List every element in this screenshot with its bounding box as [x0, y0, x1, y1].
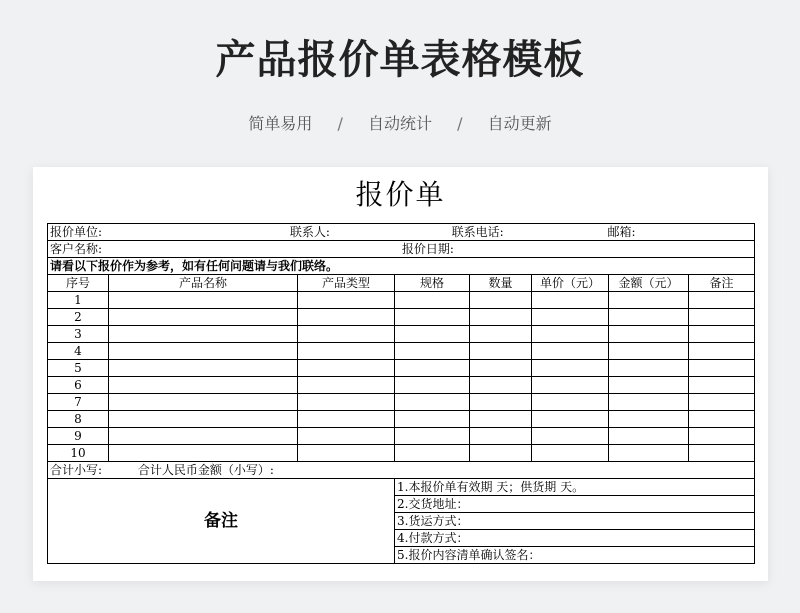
- col-quantity: 数量: [470, 275, 532, 292]
- cell[interactable]: [298, 326, 395, 343]
- table-row: [48, 411, 755, 428]
- form-title: 报价单: [355, 178, 446, 211]
- cell[interactable]: [395, 343, 470, 360]
- phone-label: 联系电话:: [451, 224, 504, 239]
- tag-auto-update: 自动更新: [487, 114, 552, 133]
- cell[interactable]: [609, 309, 689, 326]
- cell[interactable]: [470, 326, 532, 343]
- cell[interactable]: [689, 326, 755, 343]
- cell[interactable]: [395, 394, 470, 411]
- cell[interactable]: [609, 292, 689, 309]
- table-row: [48, 394, 755, 411]
- cell[interactable]: [689, 377, 755, 394]
- cell[interactable]: [109, 360, 298, 377]
- cell[interactable]: [689, 394, 755, 411]
- tag-easy: 简单易用: [248, 114, 313, 133]
- notice-row: [48, 258, 755, 275]
- total-row: [48, 462, 755, 479]
- col-product-name: 产品名称: [109, 275, 298, 292]
- table-row: [48, 360, 755, 377]
- info-row-2: [48, 241, 755, 258]
- cell[interactable]: [532, 309, 609, 326]
- cell[interactable]: [689, 360, 755, 377]
- cell[interactable]: [298, 292, 395, 309]
- note-item: 3.货运方式：: [395, 513, 755, 530]
- rmb-total-label: 合计人民币金额（小写）:: [137, 462, 274, 477]
- table-row: [48, 292, 755, 309]
- customer-label: 客户名称:: [50, 241, 103, 256]
- cell[interactable]: [609, 326, 689, 343]
- col-unit-price: 单价（元）: [532, 275, 609, 292]
- cell[interactable]: [532, 394, 609, 411]
- cell[interactable]: [609, 394, 689, 411]
- col-product-type: 产品类型: [298, 275, 395, 292]
- cell[interactable]: [298, 445, 395, 462]
- cell[interactable]: [298, 411, 395, 428]
- cell[interactable]: [470, 445, 532, 462]
- table-row: [48, 377, 755, 394]
- cell[interactable]: [532, 292, 609, 309]
- table-row: [48, 309, 755, 326]
- notice-text: 请看以下报价作为参考，如有任何问题请与我们联络。: [48, 258, 755, 275]
- cell[interactable]: [532, 377, 609, 394]
- quote-date-label: 报价日期:: [401, 241, 454, 256]
- cell[interactable]: [689, 343, 755, 360]
- cell[interactable]: [689, 292, 755, 309]
- cell[interactable]: [109, 343, 298, 360]
- row-index: 6: [48, 377, 109, 394]
- cell[interactable]: [470, 292, 532, 309]
- cell[interactable]: [609, 343, 689, 360]
- cell[interactable]: [609, 360, 689, 377]
- row-index: 10: [48, 445, 109, 462]
- feature-tags: [0, 112, 800, 136]
- cell[interactable]: [532, 360, 609, 377]
- contact-label: 联系人:: [289, 224, 330, 239]
- cell[interactable]: [109, 377, 298, 394]
- table-row: [48, 343, 755, 360]
- cell[interactable]: [470, 360, 532, 377]
- cell[interactable]: [395, 309, 470, 326]
- cell[interactable]: [395, 411, 470, 428]
- cell[interactable]: [109, 394, 298, 411]
- row-index: 4: [48, 343, 109, 360]
- tag-auto-stats: 自动统计: [367, 114, 432, 133]
- cell[interactable]: [395, 445, 470, 462]
- cell[interactable]: [609, 428, 689, 445]
- row-index: 5: [48, 360, 109, 377]
- col-amount: 金额（元）: [609, 275, 689, 292]
- tag-separator: /: [457, 114, 463, 133]
- cell[interactable]: [395, 292, 470, 309]
- email-label: 邮箱:: [607, 224, 636, 239]
- cell[interactable]: [470, 428, 532, 445]
- cell[interactable]: [298, 343, 395, 360]
- cell[interactable]: [395, 377, 470, 394]
- cell[interactable]: [298, 394, 395, 411]
- notes-row: [48, 479, 755, 496]
- note-item: 5.报价内容清单确认签名：: [395, 547, 755, 564]
- cell[interactable]: [395, 428, 470, 445]
- cell[interactable]: [470, 343, 532, 360]
- cell[interactable]: [532, 326, 609, 343]
- cell[interactable]: [689, 445, 755, 462]
- cell[interactable]: [109, 411, 298, 428]
- note-item: 1.本报价单有效期 天；供货期 天。: [395, 479, 755, 496]
- cell[interactable]: [609, 377, 689, 394]
- cell[interactable]: [470, 394, 532, 411]
- cell[interactable]: [689, 309, 755, 326]
- note-item: 4.付款方式：: [395, 530, 755, 547]
- notes-label: 备注: [48, 479, 395, 564]
- cell[interactable]: [109, 292, 298, 309]
- cell[interactable]: [470, 309, 532, 326]
- subtotal-label: 合计小写:: [50, 462, 103, 477]
- cell[interactable]: [109, 445, 298, 462]
- cell[interactable]: [532, 445, 609, 462]
- row-index: 7: [48, 394, 109, 411]
- cell[interactable]: [298, 360, 395, 377]
- cell[interactable]: [470, 411, 532, 428]
- cell[interactable]: [609, 411, 689, 428]
- cell[interactable]: [689, 428, 755, 445]
- table-row: [48, 326, 755, 343]
- col-index: 序号: [48, 275, 109, 292]
- cell[interactable]: [395, 360, 470, 377]
- quote-sheet: [33, 167, 768, 581]
- column-header-row: [48, 275, 755, 292]
- cell[interactable]: [298, 428, 395, 445]
- col-spec: 规格: [395, 275, 470, 292]
- row-index: 8: [48, 411, 109, 428]
- cell[interactable]: [298, 309, 395, 326]
- cell[interactable]: [609, 445, 689, 462]
- cell[interactable]: [532, 428, 609, 445]
- quote-table: [47, 223, 755, 564]
- page-title: 产品报价单表格模板: [215, 37, 585, 83]
- row-index: 9: [48, 428, 109, 445]
- col-remark: 备注: [689, 275, 755, 292]
- cell[interactable]: [109, 326, 298, 343]
- note-item: 2.交货地址：: [395, 496, 755, 513]
- tag-separator: /: [337, 114, 343, 133]
- table-row: [48, 445, 755, 462]
- cell[interactable]: [109, 428, 298, 445]
- info-row-1: [48, 224, 755, 241]
- cell[interactable]: [109, 309, 298, 326]
- row-index: 2: [48, 309, 109, 326]
- row-index: 1: [48, 292, 109, 309]
- cell[interactable]: [689, 411, 755, 428]
- cell[interactable]: [532, 343, 609, 360]
- cell[interactable]: [532, 411, 609, 428]
- cell[interactable]: [470, 377, 532, 394]
- row-index: 3: [48, 326, 109, 343]
- cell[interactable]: [395, 326, 470, 343]
- table-row: [48, 428, 755, 445]
- quote-unit-label: 报价单位:: [50, 224, 103, 239]
- cell[interactable]: [298, 377, 395, 394]
